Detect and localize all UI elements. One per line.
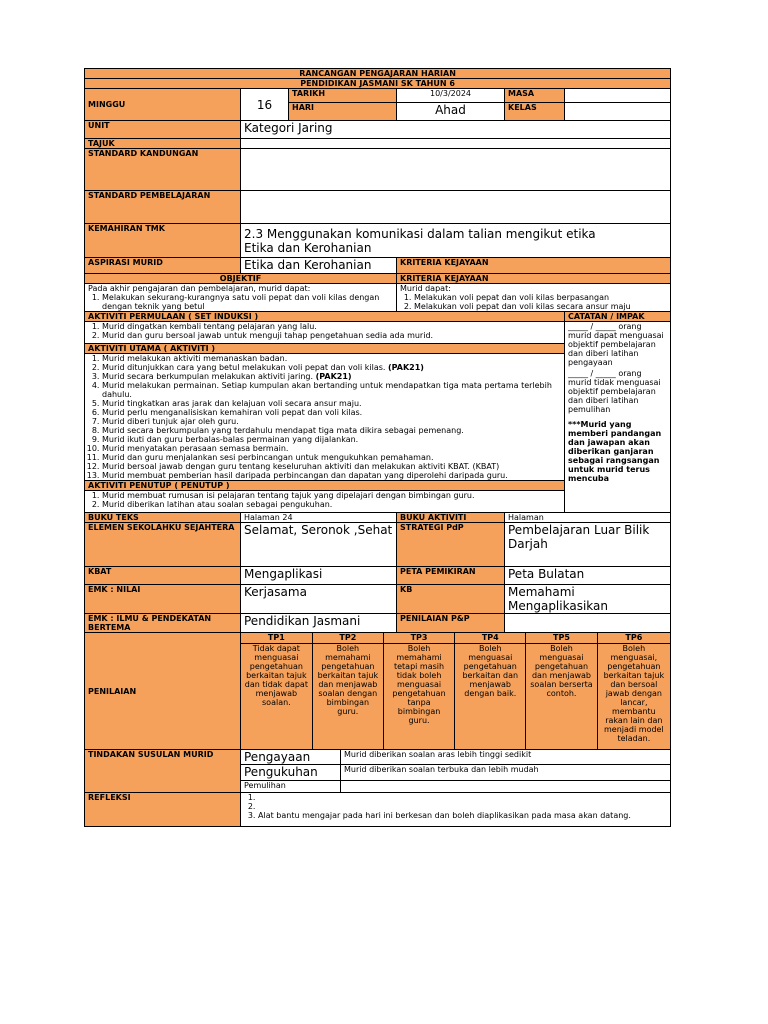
elemen-value: Selamat, Seronok ,Sehat [241, 523, 397, 567]
minggu-label: MINGGU [85, 89, 241, 121]
refleksi-list [244, 793, 667, 820]
permulaan-item: 2. Murid dan guru bersoal jawab untuk menguji tahap pengetahuan sedia ada murid. [102, 331, 561, 340]
utama-item: 10. Murid menyatakan perasaan semasa bermain. [102, 444, 561, 453]
pengukuhan-label: Pengukuhan [241, 765, 341, 781]
tarikh-label: TARIKH [289, 89, 397, 103]
lesson-plan-document [84, 68, 670, 827]
emk-label: EMK : NILAI [85, 585, 241, 614]
pemulihan-text [341, 781, 671, 793]
sp-label: STANDARD PEMBELAJARAN [85, 191, 241, 224]
penutup-item: 2. Murid diberikan latihan atau soalan sebagai pengukuhan. [102, 500, 561, 509]
tindakan-label: TINDAKAN SUSULAN MURID [85, 750, 241, 793]
kb-value-cell [505, 585, 671, 614]
tp-cell [241, 633, 671, 750]
utama-label: AKTIVITI UTAMA ( AKTIVITI ) [85, 344, 565, 354]
kbat-label: KBAT [85, 567, 241, 585]
peta-value: Peta Bulatan [505, 567, 671, 585]
tp1-header: TP1 [241, 633, 312, 643]
utama-item: 7. Murid diberi tunjuk ajar oleh guru. [102, 417, 561, 426]
kelas-value [565, 103, 671, 121]
emk-ilmu-label: EMK : ILMU & PENDEKATAN BERTEMA [85, 614, 241, 633]
kriteria-header-2: KRITERIA KEJAYAAN [397, 274, 671, 284]
tp5-text: Boleh menguasai pengetahuan dan menjawab soalan berserta contoh. [526, 643, 597, 749]
penilaian-pp-label: PENILAIAN P&P [397, 614, 505, 633]
objektif-label: OBJEKTIF [85, 274, 397, 284]
tmk-value-2: Etika dan Kerohanian [244, 241, 372, 255]
hari-value: Ahad [397, 103, 505, 121]
tmk-value: 2.3 Menggunakan komunikasi dalam talian mengikut etika [244, 227, 596, 241]
utama-item: 4. Murid melakukan permainan. Setiap kumpulan akan bertanding untuk mendapatkan tiga mata pertama terlebih dahulu. [102, 381, 561, 399]
permulaan-label: AKTIVITI PERMULAAN ( SET INDUKSI ) [85, 312, 565, 322]
tp3-text: Boleh memahami tetapi masih tidak boleh menguasai pengetahuan tanpa bimbingan guru. [383, 643, 454, 749]
title-2: PENDIDIKAN JASMANI SK TAHUN 6 [85, 79, 671, 89]
refleksi-item: 3. Alat bantu mengajar pada hari ini berkesan dan boleh diaplikasikan pada masa akan datang. [258, 811, 667, 820]
catatan-label: CATATAN / IMPAK [565, 312, 671, 322]
utama-item: 3. Murid secara berkumpulan melakukan aktiviti jaring. (PAK21) [102, 372, 561, 381]
penilaian-label: PENILAIAN [85, 633, 241, 750]
permulaan-content [85, 322, 565, 344]
aspirasi-label: ASPIRASI MURID [85, 258, 241, 274]
catatan-bold: ***Murid yang memberi pandangan dan jawapan akan diberikan ganjaran sebagai rangsangan untuk murid terus mencuba [568, 420, 662, 483]
kriteria-header-1: KRITERIA KEJAYAAN [397, 258, 671, 274]
objektif-content [85, 284, 397, 312]
kriteria-intro: Murid dapat: [400, 284, 451, 293]
emk-ilmu-value: Pendidikan Jasmani [241, 614, 397, 633]
tajuk-label: TAJUK [85, 139, 241, 149]
tp2-header: TP2 [312, 633, 383, 643]
kriteria-item: 2. Melakukan voli pepat dan voli kilas secara ansur maju [414, 302, 667, 311]
kb-label: KB [397, 585, 505, 614]
kriteria-list [400, 293, 667, 311]
title-1: RANCANGAN PENGAJARAN HARIAN [85, 69, 671, 79]
tp3-header: TP3 [383, 633, 454, 643]
tajuk-value [241, 139, 671, 149]
permulaan-list [88, 322, 561, 340]
pengukuhan-text: Murid diberikan soalan terbuka dan lebih mudah [341, 765, 671, 781]
catatan-text-2: _____ / _____ orang murid tidak menguasai objektif pembelajaran dan diberi latihan pemulihan [568, 369, 661, 414]
kelas-label: KELAS [505, 103, 565, 121]
utama-item: 6. Murid perlu menganalisiskan kemahiran voli pepat dan voli kilas. [102, 408, 561, 417]
tarikh-value: 10/3/2024 [397, 89, 505, 103]
kbat-value: Mengaplikasi [241, 567, 397, 585]
kriteria-content [397, 284, 671, 312]
penutup-label: AKTIVITI PENUTUP ( PENUTUP ) [85, 481, 565, 491]
pemulihan-label: Pemulihan [241, 781, 341, 793]
sk-label: STANDARD KANDUNGAN [85, 149, 241, 191]
objektif-list [88, 293, 393, 311]
tp5-header: TP5 [526, 633, 597, 643]
refleksi-item [258, 802, 667, 811]
penutup-list [88, 491, 561, 509]
catatan-text-1: _____ / _____ orang murid dapat menguasai objektif pembelajaran dan diberi latihan pengayaan [568, 322, 664, 367]
penilaian-pp-value [505, 614, 671, 633]
utama-item: 12. Murid bersoal jawab dengan guru tentang keseluruhan aktiviti dan melakukan aktiviti KBAT. (KBAT) [102, 462, 561, 471]
tp4-header: TP4 [455, 633, 526, 643]
lesson-plan-table [84, 68, 671, 827]
penutup-content [85, 491, 565, 513]
kb-value: Memahami [508, 585, 575, 599]
pak21-tag: (PAK21) [315, 372, 352, 381]
sp-value [241, 191, 671, 224]
penutup-item: 1. Murid membuat rumusan isi pelajaran tentang tajuk yang dipelajari dengan bimbingan guru. [102, 491, 561, 500]
unit-value: Kategori Jaring [241, 121, 671, 139]
utama-content [85, 354, 565, 481]
strategi-value: Pembelajaran Luar Bilik Darjah [505, 523, 671, 567]
peta-label: PETA PEMIKIRAN [397, 567, 505, 585]
unit-label: UNIT [85, 121, 241, 139]
pak21-tag: (PAK21) [387, 363, 424, 372]
permulaan-item: 1. Murid dingatkan kembali tentang pelajaran yang lalu. [102, 322, 561, 331]
objektif-item: 1. Melakukan sekurang-kurangnya satu voli pepat dan voli kilas dengan dengan teknik yang betul [102, 293, 393, 311]
masa-label: MASA [505, 89, 565, 103]
tp-table [241, 633, 670, 749]
buku-aktiviti-label: BUKU AKTIVITI [397, 513, 505, 523]
buku-teks-value: Halaman 24 [241, 513, 397, 523]
tp6-text: Boleh menguasai, pengetahuan berkaitan tajuk dan bersoal jawab dengan lancar, membantu rakan lain dan menjadi model teladan. [597, 643, 670, 749]
aspirasi-value: Etika dan Kerohanian [241, 258, 397, 274]
strategi-label: STRATEGI PdP [397, 523, 505, 567]
minggu-value: 16 [241, 89, 289, 121]
catatan-content [565, 322, 671, 513]
utama-item: 13. Murid membuat pemberian hasil daripada perbincangan dan dapatan yang diperolehi daripada guru. [102, 471, 561, 480]
buku-aktiviti-value: Halaman [505, 513, 671, 523]
utama-item: 1. Murid melakukan aktiviti memanaskan badan. [102, 354, 561, 363]
tp4-text: Boleh menguasai pengetahuan berkaitan dan menjawab dengan baik. [455, 643, 526, 749]
tmk-value-cell [241, 224, 671, 258]
pengayaan-label: Pengayaan [241, 750, 341, 765]
utama-item: 8. Murid secara berkumpulan yang terdahulu mendapat tiga mata dikira sebagai pemenang. [102, 426, 561, 435]
refleksi-item [258, 793, 667, 802]
pengayaan-text: Murid diberikan soalan aras lebih tinggi sedikit [341, 750, 671, 765]
masa-value [565, 89, 671, 103]
utama-item: 9. Murid ikuti dan guru berbalas-balas permainan yang dijalankan. [102, 435, 561, 444]
hari-label: HARI [289, 103, 397, 121]
tp6-header: TP6 [597, 633, 670, 643]
utama-item: 11. Murid dan guru menjalankan sesi perbincangan untuk mengukuhkan pemahaman. [102, 453, 561, 462]
refleksi-content [241, 793, 671, 827]
tmk-label: KEMAHIRAN TMK [85, 224, 241, 258]
utama-item: 2. Murid ditunjukkan cara yang betul melakukan voli pepat dan voli kilas. (PAK21) [102, 363, 561, 372]
refleksi-label: REFLEKSI [85, 793, 241, 827]
kriteria-item: 1. Melakukan voli pepat dan voli kilas berpasangan [414, 293, 667, 302]
emk-value: Kerjasama [241, 585, 397, 614]
objektif-intro: Pada akhir pengajaran dan pembelajaran, murid dapat: [88, 284, 311, 293]
elemen-label: ELEMEN SEKOLAHKU SEJAHTERA [85, 523, 241, 567]
utama-list [88, 354, 561, 480]
tp2-text: Boleh memahami pengetahuan berkaitan tajuk dan menjawab soalan dengan bimbingan guru. [312, 643, 383, 749]
buku-teks-label: BUKU TEKS [85, 513, 241, 523]
kb-value-2: Mengaplikasikan [508, 599, 608, 613]
utama-item: 5. Murid tingkatkan aras jarak dan kelajuan voli secara ansur maju. [102, 399, 561, 408]
tp1-text: Tidak dapat menguasai pengetahuan berkaitan tajuk dan tidak dapat menjawab soalan. [241, 643, 312, 749]
sk-value [241, 149, 671, 191]
